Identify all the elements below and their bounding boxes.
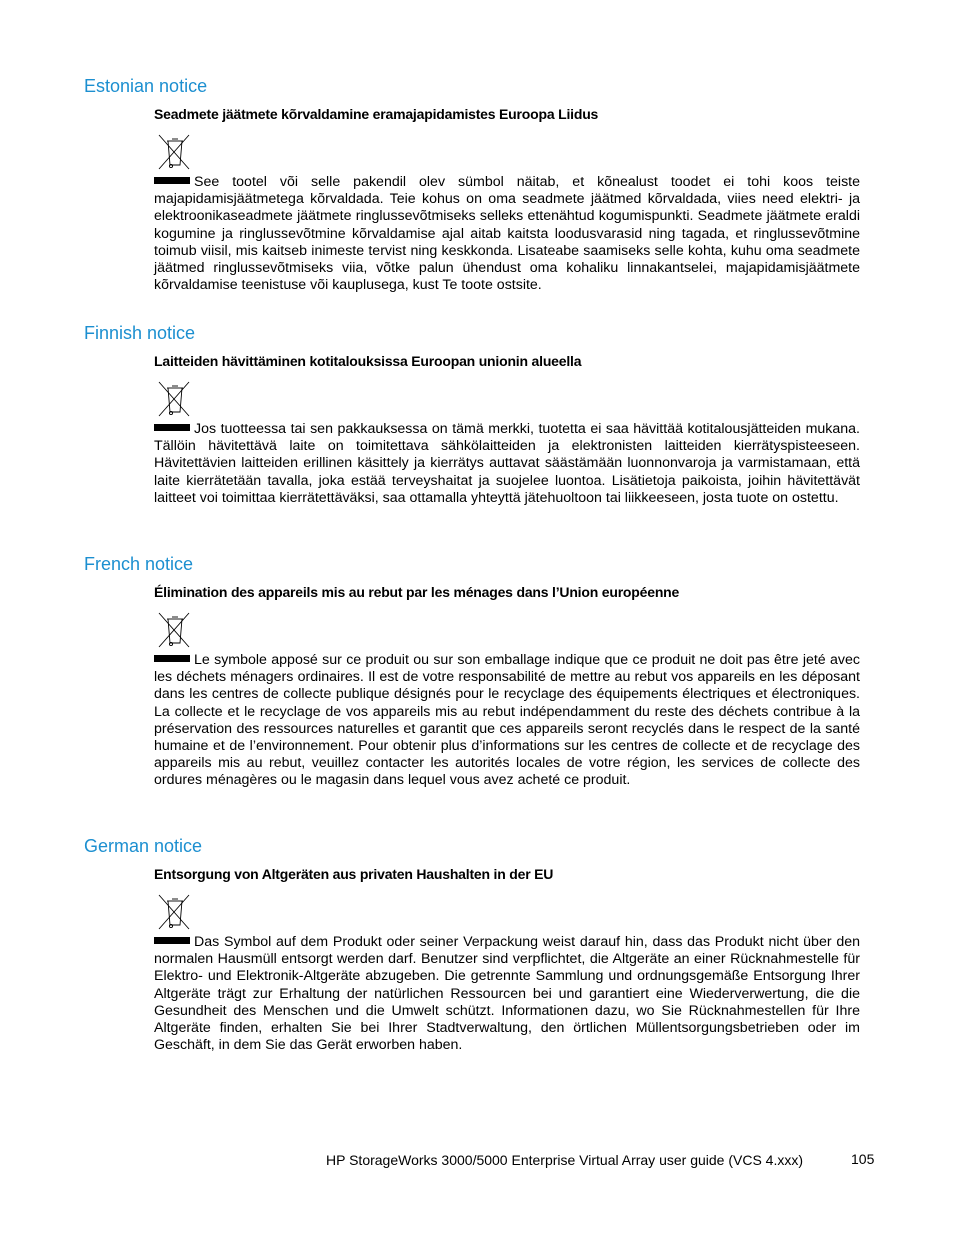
notice-body [154, 934, 860, 1054]
separate-collection-bar [154, 424, 190, 431]
footer-document-title: HP StorageWorks 3000/5000 Enterprise Virtual Array user guide (VCS 4.xxx) [326, 1152, 804, 1168]
separate-collection-bar [154, 177, 190, 184]
notice-body [154, 652, 860, 790]
separate-collection-bar [154, 937, 190, 944]
notice-text: Jos tuotteessa tai sen pakkauksessa on tämä merkki, tuotetta ei saa hävittää kotitalousjätteiden mukana. Tällöin hävitettävä laite on toimitettava sähkölaitteiden ja elektronisten laitteiden kierrätyspisteeseen. Hävitettävien laitteiden erillinen käsittely ja kierrätys auttavat säästämään luonnonvaroja ja varmistamaan, että laite kierrätetään tavalla, joka estää terveyshaitat ja suojelee luontoa. Lisätietoja paikoista, joihin hävitettävät laitteet voi toimittaa kierrätettäväksi, saa ottamalla yhteyttä jätehuoltoon tai liikkeeseen, josta tuote on ostettu. [154, 421, 860, 506]
crossed-out-wheelie-bin-icon [156, 133, 192, 171]
notice-text: Das Symbol auf dem Produkt oder seiner Verpackung weist darauf hin, dass das Produkt nicht über den normalen Hausmüll entsorgt werden darf. Benutzer sind verpflichtet, die Altgeräte an einer Rücknahmestelle für Elektro- und Elektronik-Altgeräte abzugeben. Die getrennte Sammlung und ordnungsgemäße Entsorgung Ihrer Altgeräte trägt zur Erhaltung der natürlichen Ressourcen bei und garantiert eine Wiederverwertung, die die Gesundheit des Menschen und die Umwelt schützt. Informationen dazu, wo Sie Rücknahmestellen für Ihre Altgeräte finden, erhalten Sie bei Ihrer Stadtverwaltung, den örtlichen Müllentsorgungsbetrieben oder im Geschäft, in dem Sie das Gerät erworben haben. [154, 934, 860, 1054]
crossed-out-wheelie-bin-icon [156, 380, 192, 418]
section-subtitle: Entsorgung von Altgeräten aus privaten Haushalten in der EU [154, 866, 554, 882]
section-title: Finnish notice [84, 323, 196, 343]
section-title: Estonian notice [84, 76, 208, 96]
notice-text: See tootel või selle pakendil olev sümbol näitab, et kõnealust toodet ei tohi koos teiste majapidamisjäätmetega kõrvaldada. Teie kohus on oma seadmete jäätmed kõrvaldada, viies need elektri- ja elektroonikaseadmete jäätmete ringlussevõtmiseks selleks ettenähtud kogumispunkti. Seadmete jäätmete eraldi kogumine ja ringlussevõtmine kõrvaldamise ajal aitab kaitsta loodusvarasid ning tagada, et ringlussevõtmine toimub viisil, mis kaitseb inimeste tervist ning keskkonda. Lisateabe saamiseks selle kohta, kuhu oma seadmete jäätmed ringlussevõtmiseks viia, võtke palun ühendust oma kohaliku linnakantselei, majapidamisjäätmete kõrvaldamise teenistuse või kauplusega, kust Te toote ostsite. [154, 174, 860, 294]
section-subtitle: Élimination des appareils mis au rebut par les ménages dans l’Union européenne [154, 584, 680, 600]
section-subtitle: Seadmete jäätmete kõrvaldamine eramajapidamistes Euroopa Liidus [154, 106, 599, 122]
notice-body [154, 421, 860, 507]
crossed-out-wheelie-bin-icon [156, 611, 192, 649]
section-title: German notice [84, 836, 203, 856]
section-title: French notice [84, 554, 194, 574]
separate-collection-bar [154, 655, 190, 662]
page-number: 105 [851, 1151, 875, 1167]
section-subtitle: Laitteiden hävittäminen kotitalouksissa Euroopan unionin alueella [154, 353, 582, 369]
notice-body [154, 174, 860, 294]
notice-text: Le symbole apposé sur ce produit ou sur son emballage indique que ce produit ne doit pas être jeté avec les déchets ménagers ordinaires. Il est de votre responsabilité de mettre au rebut vos appareils en les déposant dans les centres de collecte publique désignés pour le recyclage des équipements électriques et électroniques. La collecte et le recyclage de vos appareils mis au rebut indépendamment du reste des déchets contribue à la préservation des ressources naturelles et garantit que ces appareils seront recyclés dans le respect de la santé humaine et de l’environnement. Pour obtenir plus d’informations sur les centres de collecte et de recyclage des appareils mis au rebut, veuillez contacter les autorités locales de votre région, les services de collecte des ordures ménagères ou le magasin dans lequel vous avez acheté ce produit. [154, 652, 860, 789]
crossed-out-wheelie-bin-icon [156, 893, 192, 931]
